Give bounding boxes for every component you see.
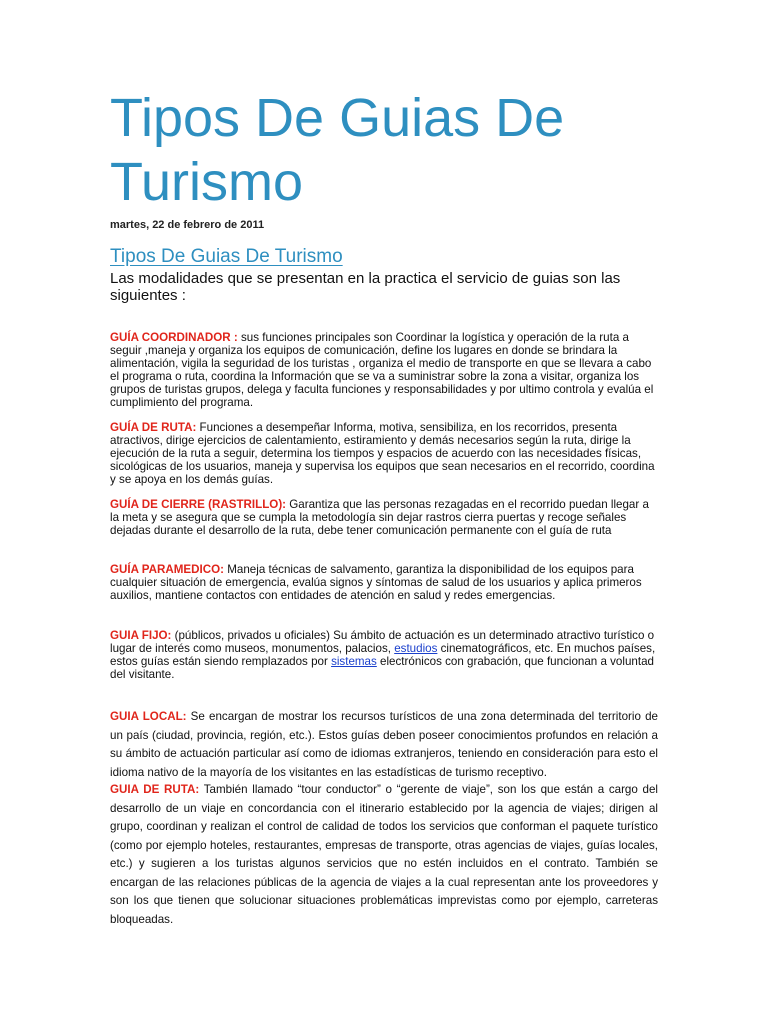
section-label: GUÍA DE CIERRE (RASTRILLO): bbox=[110, 498, 287, 511]
section-text: electrónicos con grabación, que funcionan a voluntad del visitante. bbox=[110, 655, 654, 681]
section-text: Se encargan de mostrar los recursos turísticos de una zona determinada del territorio de un país (ciudad, provincia, región, etc.). Estos guías deben poseer conocimientos profundos en relación a su ámbito de actuación particular así como de idiomas extranjeros, teniendo en consideración para esto el idioma nativo de la mayoría de los visitantes en las estadísticas de turismo receptivo. bbox=[110, 710, 658, 779]
section-text: (públicos, privados u oficiales) Su ámbito de actuación es un determinado atractivo turístico o lugar de interés como museos, monumentos, palacios, bbox=[110, 629, 655, 655]
page-title: Tipos De Guias De Turismo bbox=[110, 88, 565, 212]
section-text: Funciones a desempeñar Informa, motiva, sensibiliza, en los recorridos, presenta atractivos, dirige ejercicios de calentamiento, estiramiento y demás necesarios según la ruta, dirige la ejecución de la ruta a seguir, determina los tiempos y espacios de acuerdo con las necesidades físicas, sicológicas de los usuarios, maneja y supervisa los equipos que sean necesarios en el recorrido, coordina y se apoya en los demás guías. bbox=[110, 421, 655, 486]
section-label: GUIA LOCAL: bbox=[110, 710, 187, 723]
section-guia-de-ruta-2 bbox=[110, 781, 658, 929]
section-text: También llamado “tour conductor” o “gerente de viaje”, son los que están a cargo del desarrollo de un viaje en concordancia con el itinerario establecido por la agencia de viajes; dirigen al grupo, coordinan y realizan el control de calidad de todos los servicios que conforman el paquete turístico (como por ejemplo hoteles, restaurantes, empresas de transporte, otras agencias de viajes, guías locales, etc.) y sugieren a los turistas algunos servicios que no estén incluidos en el contrato. También se encargan de las relaciones públicas de la agencia de viajes a la cual representan ante los proveedores y son los que tienen que solucionar situaciones problemáticas imprevistas como por ejemplo, carreteras bloqueadas. bbox=[110, 783, 658, 926]
section-label: GUÍA PARAMEDICO: bbox=[110, 563, 225, 576]
sistemas-link[interactable]: sistemas bbox=[331, 655, 377, 668]
section-guia-coordinador bbox=[110, 331, 660, 409]
section-text: Garantiza que las personas rezagadas en el recorrido puedan llegar a la meta y se asegura que se cumpla la metodología sin dejar rastros cierra puertas y recoge señales dejadas durante el desarrollo de la ruta, debe tener comunicación permanente con el guía de ruta bbox=[110, 498, 649, 537]
section-text: Maneja técnicas de salvamento, garantiza la disponibilidad de los equipos para cualquier situación de emergencia, evalúa signos y síntomas de salud de los usuarios y aplica primeros auxilios, mantiene contactos con entidades de atención en salud y redes emergencias. bbox=[110, 563, 642, 602]
section-label: GUÍA COORDINADOR : bbox=[110, 331, 238, 344]
section-guia-de-cierre bbox=[110, 498, 660, 537]
section-label: GUIA DE RUTA: bbox=[110, 783, 200, 796]
post-date: martes, 22 de febrero de 2011 bbox=[110, 219, 265, 231]
post-title-link[interactable]: Tipos De Guias De Turismo bbox=[110, 246, 343, 267]
section-guia-fijo bbox=[110, 629, 660, 681]
intro-text: Las modalidades que se presentan en la practica el servicio de guias son las siguientes : bbox=[110, 270, 621, 304]
section-label: GUIA FIJO: bbox=[110, 629, 172, 642]
section-label: GUÍA DE RUTA: bbox=[110, 421, 197, 434]
section-text: sus funciones principales son Coordinar la logística y operación de la ruta a seguir ,maneja y organiza los equipos de comunicación, define los lugares en donde se brindara la alimentación, vigila la seguridad de los turistas , organiza el medio de transporte en que se llevara a cabo el programa o ruta, coordina la Información que se va a suministrar sobre la zona a visitar, organiza los grupos de turistas grupos, delega y faculta funciones y responsabilidades y por ultimo controla y evalúa el cumplimiento del programa. bbox=[110, 331, 654, 409]
section-guia-paramedico bbox=[110, 563, 660, 602]
estudios-link[interactable]: estudios bbox=[394, 642, 438, 655]
section-text: cinematográficos, etc. En muchos países, estos guías están siendo remplazados por bbox=[110, 642, 656, 668]
section-guia-de-ruta bbox=[110, 421, 660, 486]
section-guia-local bbox=[110, 708, 658, 782]
